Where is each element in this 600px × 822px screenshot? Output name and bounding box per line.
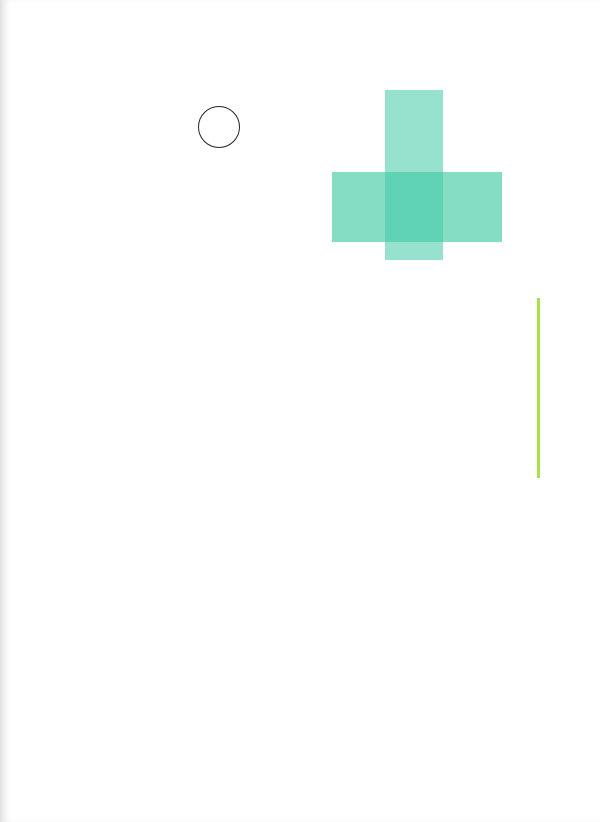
issue-number-badge xyxy=(198,106,240,148)
teal-band-graphic-vertical xyxy=(385,90,443,260)
series-title-alpha xyxy=(520,82,580,292)
lead-paragraph xyxy=(62,152,190,442)
body-column-1 xyxy=(268,298,530,483)
section-heading-1 xyxy=(534,298,540,478)
body-column-2 xyxy=(62,490,550,672)
